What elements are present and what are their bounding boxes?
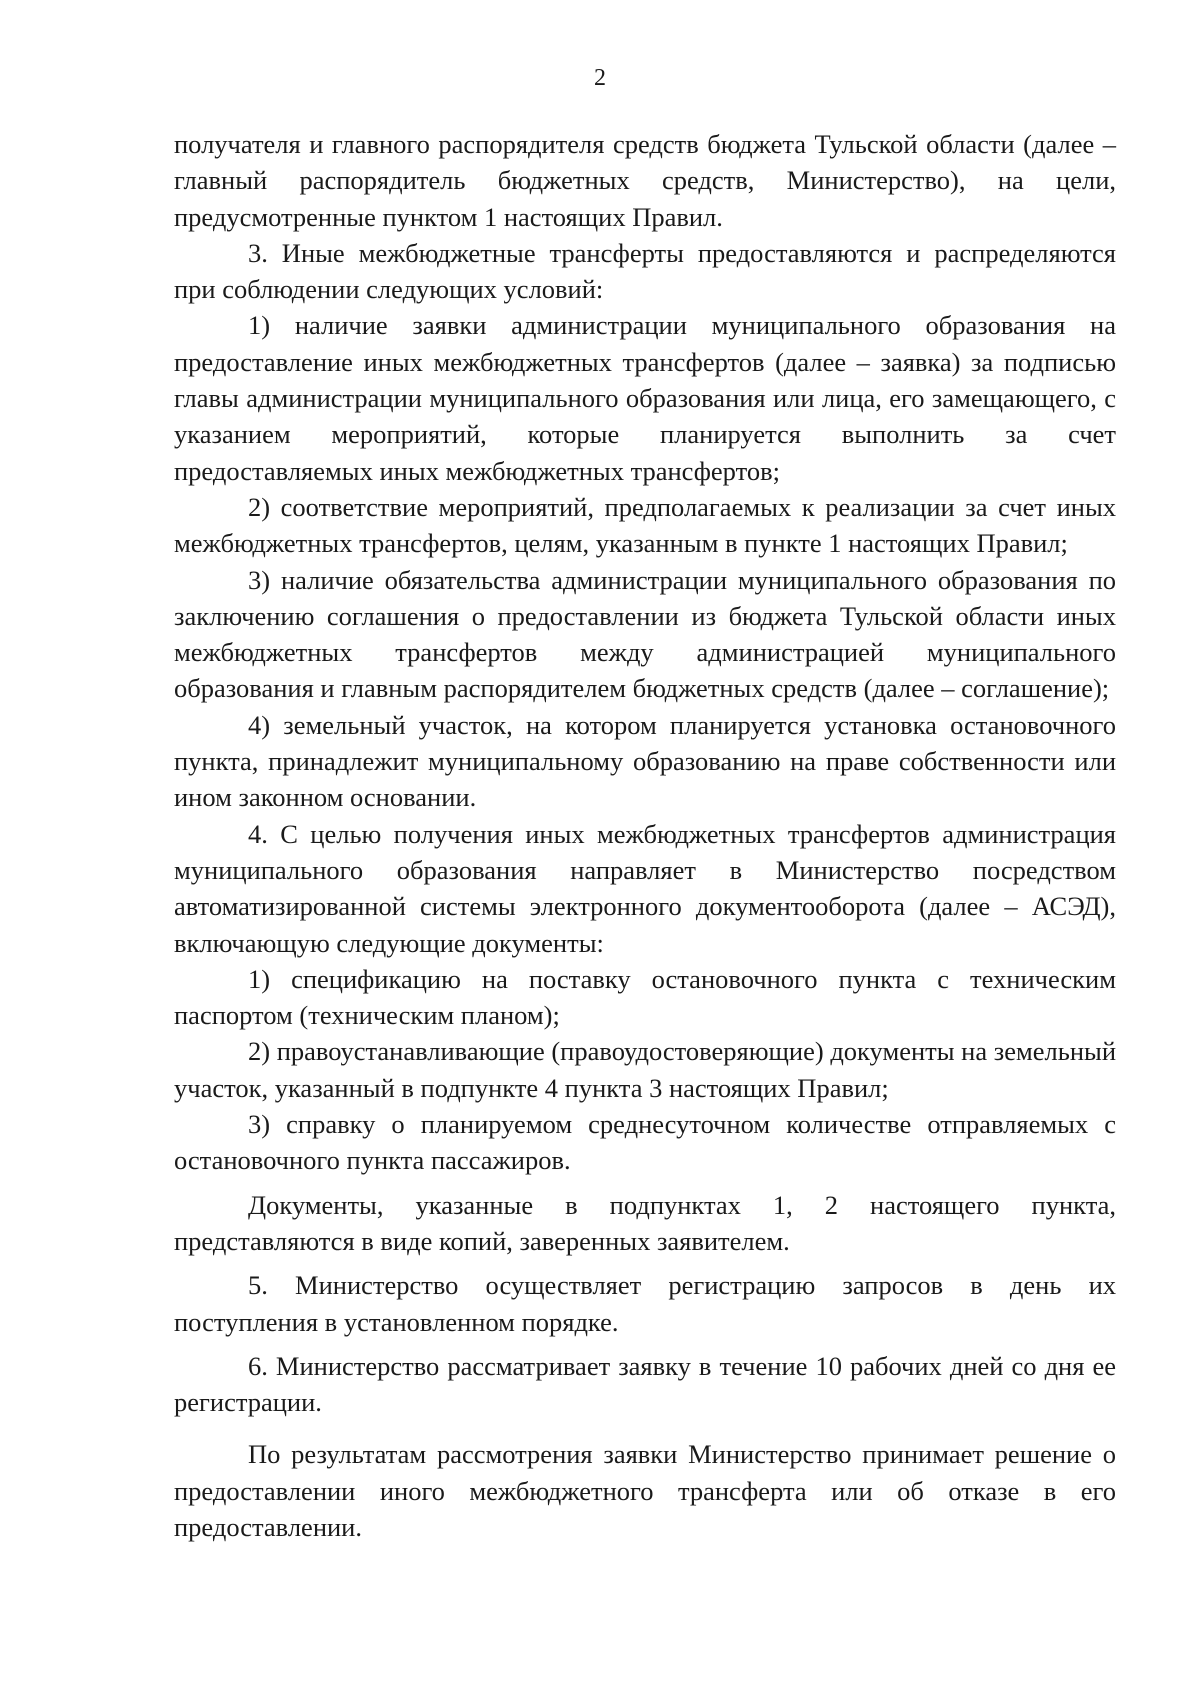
paragraph-continuation: получателя и главного распорядителя средств бюджета Тульской области (далее – главный распорядитель бюджетных средств, Министерство), на цели, предусмотренные пунктом 1 настоящих Правил. — [174, 129, 1116, 232]
paragraph-clause-3: 3. Иные межбюджетные трансферты предоставляются и распределяются при соблюдении следующих условий: — [174, 237, 1116, 305]
document-body — [174, 126, 1116, 1545]
paragraph-clause-4-item-1: 1) спецификацию на поставку остановочного пункта с техническим паспортом (техническим планом); — [174, 963, 1116, 1031]
paragraph-clause-4-item-2: 2) правоустанавливающие (правоудостоверяющие) документы на земельный участок, указанный в подпункте 4 пункта 3 настоящих Правил; — [174, 1036, 1116, 1103]
paragraph-documents-note: Документы, указанные в подпунктах 1, 2 настоящего пункта, представляются в виде копий, заверенных заявителем. — [174, 1189, 1116, 1256]
paragraph-clause-3-item-4: 4) земельный участок, на котором планируется установка остановочного пункта, принадлежит муниципальному образованию на праве собственности или ином законном основании. — [174, 709, 1116, 813]
page-number: 2 — [594, 65, 606, 91]
paragraph-decision: По результатам рассмотрения заявки Министерство принимает решение о предоставлении иного межбюджетного трансферта или об отказе в его предоставлении. — [174, 1439, 1116, 1542]
paragraph-clause-3-item-3: 3) наличие обязательства администрации муниципального образования по заключению соглашения о предоставлении из бюджета Тульской области иных межбюджетных трансфертов между администрацией муниципального образования и главным распорядителем бюджетных средств (далее – соглашение); — [174, 564, 1116, 704]
paragraph-clause-5: 5. Министерство осуществляет регистрацию запросов в день их поступления в установленном порядке. — [174, 1270, 1116, 1337]
paragraph-clause-4-item-3: 3) справку о планируемом среднесуточном количестве отправляемых с остановочного пункта пассажиров. — [174, 1109, 1116, 1176]
paragraph-clause-6: 6. Министерство рассматривает заявку в течение 10 рабочих дней со дня ее регистрации. — [174, 1350, 1116, 1418]
paragraph-clause-3-item-1: 1) наличие заявки администрации муниципального образования на предоставление иных межбюджетных трансфертов (далее – заявка) за подписью главы администрации муниципального образования или лица, его замещающего, с указанием мероприятий, которые планируется выполнить за счет предоставляемых иных межбюджетных трансфертов; — [174, 310, 1116, 486]
paragraph-clause-3-item-2: 2) соответствие мероприятий, предполагаемых к реализации за счет иных межбюджетных трансфертов, целям, указанным в пункте 1 настоящих Правил; — [174, 491, 1116, 559]
paragraph-clause-4: 4. С целью получения иных межбюджетных трансфертов администрация муниципального образования направляет в Министерство посредством автоматизированной системы электронного документооборота (далее – АСЭД), включающую следующие документы: — [174, 818, 1116, 958]
